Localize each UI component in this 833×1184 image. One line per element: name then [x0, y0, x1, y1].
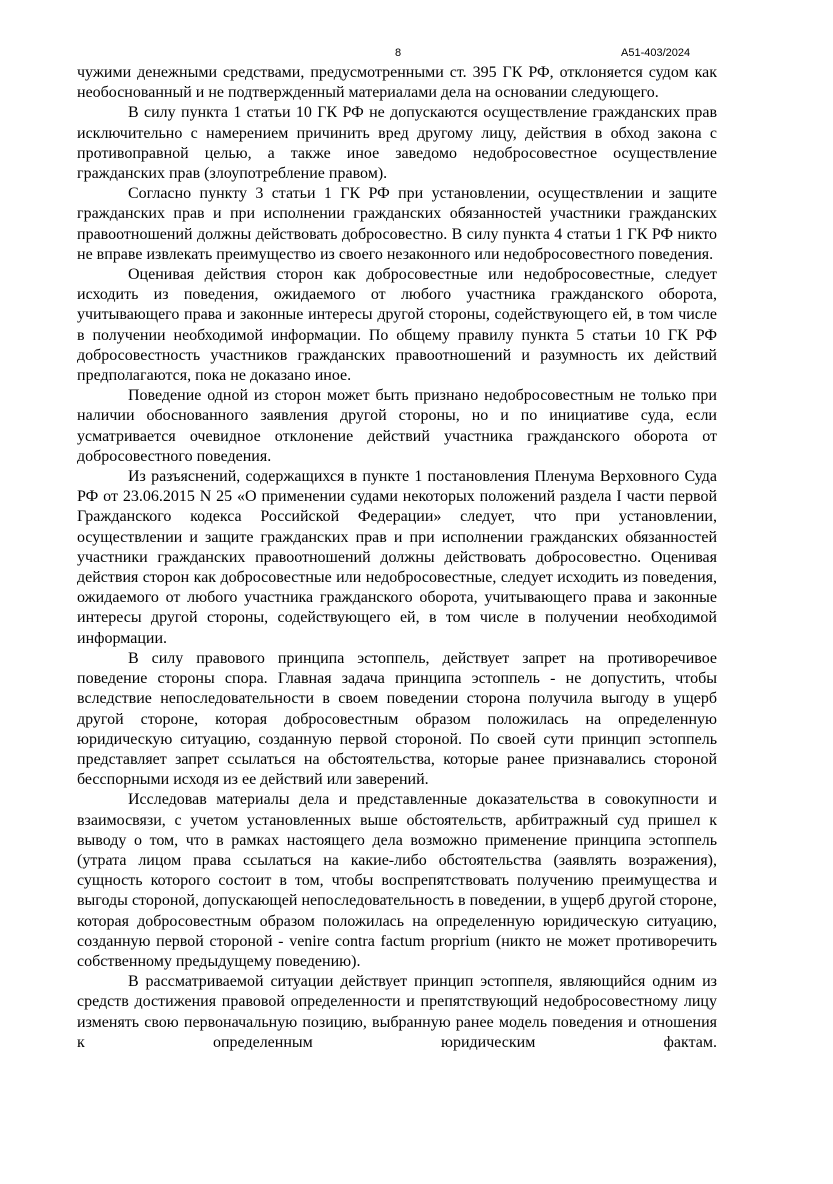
- page-header: [0, 47, 833, 63]
- paragraph: Исследовав материалы дела и представленные доказательства в совокупности и взаимосвязи, с учетом установленных выше обстоятельств, арбитражный суд пришел к выводу о том, что в рамках настоящего дела возможно применение принципа эстоппель (утрата лицом права ссылаться на какие-либо обстоятельства (заявлять возражения), сущность которого состоит в том, чтобы воспрепятствовать получению преимущества и выгоды стороной, допускающей непоследовательность в поведении, в ущерб другой стороне, которая добросовестным образом положилась на определенную юридическую ситуацию, созданную первой стороной - venire contra factum proprium (никто не может противоречить собственному предыдущему поведению).: [77, 791, 717, 970]
- paragraph: Из разъяснений, содержащихся в пункте 1 постановления Пленума Верховного Суда РФ от 23.06.2015 N 25 «О применении судами некоторых положений раздела I части первой Гражданского кодекса Российской Федерации» следует, что при установлении, осуществлении и защите гражданских прав и при исполнении гражданских обязанностей участники гражданских правоотношений должны действовать добросовестно. Оценивая действия сторон как добросовестные или недобросовестные, следует исходить из поведения, ожидаемого от любого участника гражданского оборота, учитывающего права и законные интересы другой стороны, содействующего ей, в том числе в получении необходимой информации.: [77, 468, 717, 647]
- paragraph: Поведение одной из сторон может быть признано недобросовестным не только при наличии обоснованного заявления другой стороны, но и по инициативе суда, если усматривается очевидное отклонение действий участника гражданского оборота от добросовестного поведения.: [77, 387, 717, 465]
- paragraph: В силу пункта 1 статьи 10 ГК РФ не допускаются осуществление гражданских прав исключительно с намерением причинить вред другому лицу, действия в обход закона с противоправной целью, а также иное заведомо недобросовестное осуществление гражданских прав (злоупотребление правом).: [77, 104, 717, 183]
- paragraph-continuation: чужими денежными средствами, предусмотренными ст. 395 ГК РФ, отклоняется судом как необоснованный и не подтвержденный материалами дела на основании следующего.: [77, 64, 717, 102]
- case-number: А51-403/2024: [621, 47, 691, 59]
- paragraph: Оценивая действия сторон как добросовестные или недобросовестные, следует исходить из поведения, ожидаемого от любого участника гражданского оборота, учитывающего права и законные интересы другой стороны, содействующего ей, в том числе в получении необходимой информации. По общему правилу пункта 5 статьи 10 ГК РФ добросовестность участников гражданских правоотношений и разумность их действий предполагаются, пока не доказано иное.: [77, 266, 717, 385]
- paragraph: Согласно пункту 3 статьи 1 ГК РФ при установлении, осуществлении и защите гражданских прав и при исполнении гражданских обязанностей участники гражданских правоотношений должны действовать добросовестно. В силу пункта 4 статьи 1 ГК РФ никто не вправе извлекать преимущество из своего незаконного или недобросовестного поведения.: [77, 185, 717, 263]
- document-body: [77, 63, 717, 1073]
- page-number: 8: [395, 47, 402, 59]
- paragraph: В рассматриваемой ситуации действует принцип эстоппеля, являющийся одним из средств достижения правовой определенности и препятствующий недобросовестному лицу изменять свою первоначальную позицию, выбранную ранее модель поведения и отношения к определенным юридическим фактам.: [77, 973, 717, 1051]
- paragraph: В силу правового принципа эстоппель, действует запрет на противоречивое поведение стороны спора. Главная задача принципа эстоппель - не допустить, чтобы вследствие непоследовательности в своем поведении сторона получила выгоду в ущерб другой стороне, которая добросовестным образом положилась на определенную юридическую ситуацию, созданную первой стороной. По своей сути принцип эстоппель представляет запрет ссылаться на обстоятельства, которые ранее признавались стороной бесспорными исходя из ее действий или заверений.: [77, 649, 717, 789]
